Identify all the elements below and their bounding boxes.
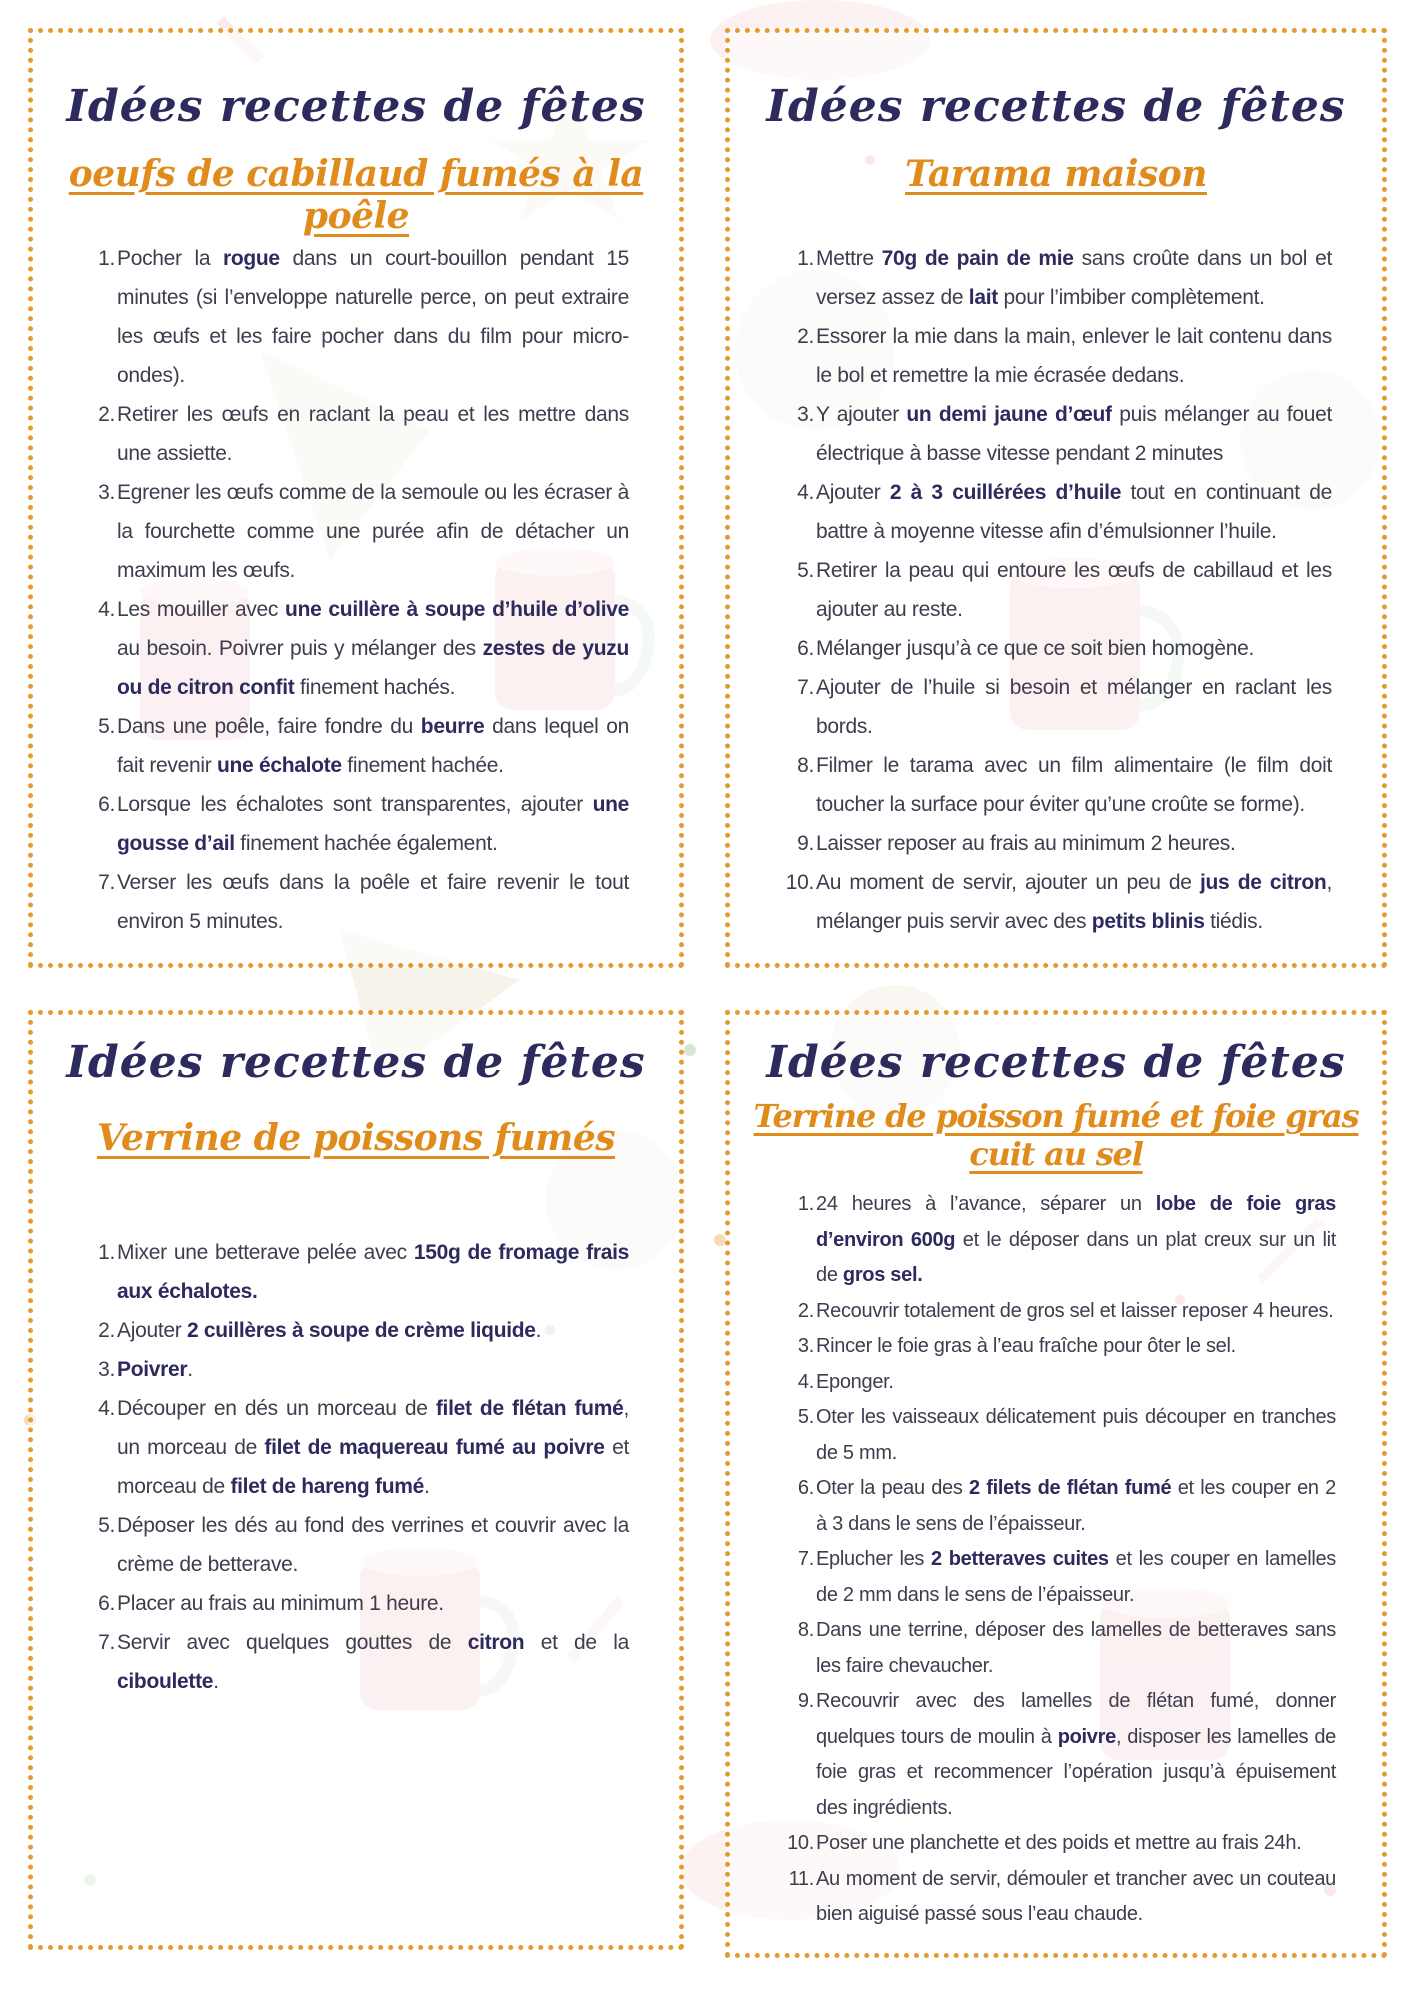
step-text xyxy=(816,1619,1336,1677)
step-text xyxy=(117,1319,541,1342)
step-text-fragment: tiédis. xyxy=(1204,910,1263,933)
step-text-fragment: finement hachée également. xyxy=(234,832,498,855)
step-number: 7. xyxy=(797,676,814,699)
card-subtitle: Tarama maison xyxy=(905,153,1207,195)
step-text-fragment: et les couper en 2 à 3 dans le sens de l’épaisseur. xyxy=(816,1477,1337,1535)
step-text-fragment: dans un court-bouillon pendant 15 minutes (si l’enveloppe naturelle perce, on peut extraire les œufs et les faire pocher dans du film pour micro-ondes). xyxy=(117,247,629,387)
card-subtitle: oeufs de cabillaud fumés à la poêle xyxy=(68,153,644,237)
step-text-fragment: et morceau de xyxy=(117,1436,629,1498)
step-ingredient-bold: beurre xyxy=(420,715,485,738)
step-ingredient-bold: jus de citron xyxy=(1199,871,1327,894)
step-text-fragment: . xyxy=(535,1319,542,1342)
step-ingredient-bold: Poivrer xyxy=(117,1358,188,1381)
step-number: 8. xyxy=(797,754,814,777)
recipe-step xyxy=(796,1684,1336,1826)
step-number: 10. xyxy=(787,1832,814,1854)
step-ingredient-bold: rogue xyxy=(222,247,280,270)
step-ingredient-bold: 2 cuillères à soupe de crème liquide xyxy=(186,1319,536,1342)
step-text xyxy=(816,1832,1301,1854)
card-subtitle: Terrine de poisson fumé et foie gras cuit au sel xyxy=(753,1097,1359,1173)
recipe-step xyxy=(97,1311,629,1350)
recipe-card-oeufs-cabillaud xyxy=(28,28,684,968)
step-text-fragment: et les couper en lamelles de 2 mm dans le sens de l’épaisseur. xyxy=(816,1548,1337,1606)
recipe-card-tarama xyxy=(725,28,1387,968)
step-ingredient-bold: zestes de yuzu ou de citron confit xyxy=(117,637,629,699)
step-ingredient-bold: un demi jaune d’œuf xyxy=(906,403,1112,426)
step-text-fragment: Lorsque les échalotes sont transparentes, ajouter xyxy=(117,793,593,816)
step-text-fragment: Ajouter xyxy=(117,1319,187,1342)
recipe-step xyxy=(796,629,1332,668)
step-number: 2. xyxy=(797,325,814,348)
step-text xyxy=(816,832,1236,855)
card-title: Idées recettes de fêtes xyxy=(766,1037,1346,1088)
step-number: 3. xyxy=(797,1335,814,1357)
step-ingredient-bold: filet de maquereau fumé au poivre xyxy=(264,1436,605,1459)
step-text-fragment: Recouvrir totalement de gros sel et laisser reposer 4 heures. xyxy=(816,1299,1334,1322)
step-ingredient-bold: 2 à 3 cuillérées d’huile xyxy=(889,481,1122,504)
step-text xyxy=(117,1358,193,1381)
recipe-step xyxy=(97,785,629,863)
step-number: 1. xyxy=(98,1241,115,1264)
step-number: 8. xyxy=(797,1619,814,1641)
step-ingredient-bold: 150g de fromage frais aux échalotes. xyxy=(117,1241,629,1303)
step-text xyxy=(816,1193,1336,1286)
recipe-step xyxy=(796,317,1332,395)
step-text-fragment: Mélanger jusqu’à ce que ce soit bien homogène. xyxy=(816,637,1254,660)
step-ingredient-bold: lait xyxy=(968,286,998,309)
step-text-fragment: Retirer les œufs en raclant la peau et les mettre dans une assiette. xyxy=(117,403,629,465)
step-text xyxy=(816,325,1332,387)
step-text-fragment: Servir avec quelques gouttes de xyxy=(117,1631,468,1654)
step-number: 7. xyxy=(98,1631,115,1654)
recipe-steps xyxy=(785,239,1333,941)
step-ingredient-bold: une échalote xyxy=(216,754,342,777)
step-number: 1. xyxy=(797,1193,814,1215)
step-text xyxy=(117,1592,444,1615)
step-text-fragment: Dans une poêle, faire fondre du xyxy=(117,715,421,738)
recipe-step xyxy=(796,1294,1336,1330)
step-text xyxy=(816,637,1254,660)
step-number: 4. xyxy=(98,1397,115,1420)
recipe-step xyxy=(796,1613,1336,1684)
step-number: 9. xyxy=(797,832,814,855)
confetti-dot xyxy=(684,1044,696,1056)
step-number: 6. xyxy=(797,637,814,660)
step-number: 6. xyxy=(98,793,115,816)
step-number: 2. xyxy=(797,1299,814,1322)
step-text-fragment: Dans une terrine, déposer des lamelles de betteraves sans les faire chevaucher. xyxy=(816,1619,1336,1677)
step-text xyxy=(816,1371,894,1393)
step-text-fragment: pour l’imbiber complètement. xyxy=(997,286,1265,309)
step-text-fragment: , disposer les lamelles de foie gras et recommencer l’opération jusqu’à épuisement des ingrédients. xyxy=(816,1725,1336,1819)
step-number: 3. xyxy=(98,1358,115,1381)
step-text-fragment: Eponger. xyxy=(816,1370,894,1393)
step-number: 5. xyxy=(797,559,814,582)
card-subtitle: Verrine de poissons fumés xyxy=(96,1117,616,1159)
step-text xyxy=(816,676,1332,738)
step-text-fragment: Verser les œufs dans la poêle et faire revenir le tout environ 5 minutes. xyxy=(117,871,629,933)
recipe-step xyxy=(785,863,1332,941)
step-number: 11. xyxy=(788,1867,814,1890)
step-number: 10. xyxy=(785,871,814,894)
step-text-fragment: Rincer le foie gras à l’eau fraîche pour ôter le sel. xyxy=(816,1335,1236,1357)
step-text-fragment: . xyxy=(213,1670,219,1693)
recipe-step xyxy=(796,473,1332,551)
recipe-step xyxy=(97,239,629,395)
recipe-step xyxy=(97,707,629,785)
recipe-step xyxy=(97,590,629,707)
step-text xyxy=(117,403,629,465)
step-text-fragment: Recouvrir avec des lamelles de flétan fumé, donner quelques tours de moulin à xyxy=(816,1690,1336,1748)
step-text xyxy=(816,481,1332,543)
step-ingredient-bold: une gousse d’ail xyxy=(117,793,629,855)
step-text-fragment: Déposer les dés au fond des verrines et couvrir avec la crème de betterave. xyxy=(117,1514,629,1576)
step-ingredient-bold: citron xyxy=(467,1631,525,1654)
step-text xyxy=(816,1406,1336,1464)
step-number: 4. xyxy=(797,1370,814,1393)
recipe-step xyxy=(97,1233,629,1311)
step-text-fragment: et de la xyxy=(524,1631,629,1654)
step-number: 1. xyxy=(797,247,814,270)
step-number: 5. xyxy=(98,1514,115,1537)
step-number: 2. xyxy=(98,1319,115,1342)
step-text xyxy=(117,1397,629,1498)
step-text-fragment: finement hachés. xyxy=(294,676,456,699)
step-text xyxy=(117,247,629,387)
step-text xyxy=(117,598,629,699)
recipe-step xyxy=(97,1350,629,1389)
step-text-fragment: Placer au frais au minimum 1 heure. xyxy=(117,1592,444,1615)
recipe-step xyxy=(97,1506,629,1584)
recipe-step xyxy=(796,239,1332,317)
step-text-fragment: sans croûte dans un bol et versez assez de xyxy=(816,247,1332,309)
recipe-step xyxy=(796,1329,1336,1365)
step-ingredient-bold: filet de hareng fumé xyxy=(230,1475,424,1498)
card-title: Idées recettes de fêtes xyxy=(66,1037,646,1088)
step-ingredient-bold: filet de flétan fumé xyxy=(435,1397,624,1420)
step-text-fragment: Filmer le tarama avec un film alimentaire (le film doit toucher la surface pour éviter qu’une croûte se forme). xyxy=(816,754,1332,816)
step-number: 1. xyxy=(98,247,115,270)
step-ingredient-bold: 70g de pain de mie xyxy=(881,247,1074,270)
recipe-step xyxy=(796,395,1332,473)
step-text-fragment: et le déposer dans un plat creux sur un lit de xyxy=(816,1228,1336,1286)
step-number: 7. xyxy=(98,871,115,894)
step-number: 2. xyxy=(98,403,115,426)
step-text xyxy=(117,871,629,933)
recipe-step xyxy=(796,1365,1336,1401)
recipe-step xyxy=(97,1623,629,1701)
step-text-fragment: finement hachée. xyxy=(341,754,504,777)
step-number: 3. xyxy=(98,481,115,504)
step-text-fragment: Mettre xyxy=(816,247,882,270)
recipe-card-verrine xyxy=(28,1010,684,1950)
recipe-step xyxy=(97,395,629,473)
step-text-fragment: Les mouiller avec xyxy=(117,598,286,621)
step-text-fragment: . xyxy=(423,1475,430,1498)
recipe-step xyxy=(796,824,1332,863)
step-ingredient-bold: une cuillère à soupe d’huile d’olive xyxy=(285,598,630,621)
step-text xyxy=(816,1300,1334,1322)
step-text-fragment: Oter la peau des xyxy=(816,1477,970,1499)
card-title: Idées recettes de fêtes xyxy=(766,81,1346,132)
step-text-fragment: tout en continuant de battre à moyenne vitesse afin d’émulsionner l’huile. xyxy=(816,481,1332,543)
step-number: 3. xyxy=(797,403,814,426)
recipe-step xyxy=(97,1389,629,1506)
step-ingredient-bold: petits blinis xyxy=(1091,910,1205,933)
step-ingredient-bold: lobe de foie gras d’environ 600g xyxy=(816,1193,1336,1251)
step-number: 5. xyxy=(797,1406,814,1428)
step-text-fragment: puis mélanger au fouet électrique à basse vitesse pendant 2 minutes xyxy=(816,403,1333,465)
recipe-step xyxy=(788,1862,1336,1933)
recipe-step xyxy=(796,668,1332,746)
recipe-step xyxy=(97,863,629,941)
step-ingredient-bold: 2 filets de flétan fumé xyxy=(969,1477,1172,1499)
step-text-fragment: Découper en dés un morceau de xyxy=(117,1397,436,1420)
card-title: Idées recettes de fêtes xyxy=(66,81,646,132)
step-text-fragment: Pocher la xyxy=(117,247,223,270)
recipe-step xyxy=(796,551,1332,629)
recipe-step xyxy=(97,473,629,590)
step-text xyxy=(816,1477,1336,1535)
recipe-step xyxy=(796,746,1332,824)
step-text-fragment: . xyxy=(187,1358,193,1381)
recipe-steps xyxy=(97,1233,629,1701)
recipe-steps xyxy=(787,1187,1337,1933)
step-text-fragment: Oter les vaisseaux délicatement puis découper en tranches de 5 mm. xyxy=(816,1406,1336,1464)
step-text xyxy=(816,403,1332,465)
step-number: 6. xyxy=(98,1592,115,1615)
recipe-step xyxy=(787,1826,1336,1862)
step-text xyxy=(117,793,629,855)
step-text xyxy=(816,1548,1336,1606)
recipe-step xyxy=(796,1400,1336,1471)
step-text-fragment: Mixer une betterave pelée avec xyxy=(117,1241,414,1264)
step-text xyxy=(117,481,629,582)
recipe-step xyxy=(796,1187,1336,1294)
step-text-fragment: Y ajouter xyxy=(816,403,907,426)
step-number: 4. xyxy=(98,598,115,621)
recipe-card-terrine xyxy=(725,1010,1387,1958)
step-text xyxy=(816,1690,1336,1819)
step-ingredient-bold: ciboulette xyxy=(117,1670,214,1693)
step-text-fragment: , mélanger puis servir avec des xyxy=(816,871,1332,933)
step-ingredient-bold: 2 betteraves cuites xyxy=(931,1548,1109,1570)
step-number: 7. xyxy=(797,1548,814,1570)
step-text xyxy=(816,871,1332,933)
step-text-fragment: Retirer la peau qui entoure les œufs de cabillaud et les ajouter au reste. xyxy=(816,559,1332,621)
step-text-fragment: Au moment de servir, démouler et trancher avec un couteau bien aiguisé passé sous l’eau chaude. xyxy=(816,1867,1336,1925)
recipe-step xyxy=(97,1584,629,1623)
recipe-step xyxy=(796,1542,1336,1613)
step-ingredient-bold: poivre xyxy=(1057,1725,1116,1748)
step-text xyxy=(816,1335,1236,1357)
step-text-fragment: Egrener les œufs comme de la semoule ou les écraser à la fourchette comme une purée afin de détacher un maximum les œufs. xyxy=(117,481,629,582)
step-text-fragment: 24 heures à l’avance, séparer un xyxy=(816,1193,1156,1215)
step-text-fragment: Poser une planchette et des poids et mettre au frais 24h. xyxy=(816,1832,1302,1854)
step-text xyxy=(816,1868,1336,1926)
step-text-fragment: dans lequel on fait revenir xyxy=(117,715,629,777)
step-number: 5. xyxy=(98,715,115,738)
step-text-fragment: au besoin. Poivrer puis y mélanger des xyxy=(117,637,483,660)
recipe-steps xyxy=(97,239,629,941)
step-text-fragment: Laisser reposer au frais au minimum 2 heures. xyxy=(816,832,1236,855)
step-text xyxy=(816,559,1332,621)
step-number: 6. xyxy=(797,1477,814,1499)
step-text-fragment: Essorer la mie dans la main, enlever le lait contenu dans le bol et remettre la mie écrasée dedans. xyxy=(816,325,1332,387)
step-number: 4. xyxy=(797,481,814,504)
step-text xyxy=(117,715,629,777)
step-text xyxy=(816,754,1332,816)
step-text-fragment: Au moment de servir, ajouter un peu de xyxy=(816,871,1200,894)
step-text-fragment: Ajouter xyxy=(816,481,890,504)
recipe-step xyxy=(796,1471,1336,1542)
step-text xyxy=(816,247,1332,309)
step-text xyxy=(117,1241,629,1303)
step-text-fragment: , un morceau de xyxy=(117,1397,630,1459)
step-number: 9. xyxy=(797,1690,814,1712)
step-text-fragment: Ajouter de l’huile si besoin et mélanger en raclant les bords. xyxy=(816,676,1332,738)
step-text xyxy=(117,1514,629,1576)
step-text-fragment: Eplucher les xyxy=(816,1548,932,1570)
step-ingredient-bold: gros sel. xyxy=(842,1264,923,1286)
step-text xyxy=(117,1631,629,1693)
